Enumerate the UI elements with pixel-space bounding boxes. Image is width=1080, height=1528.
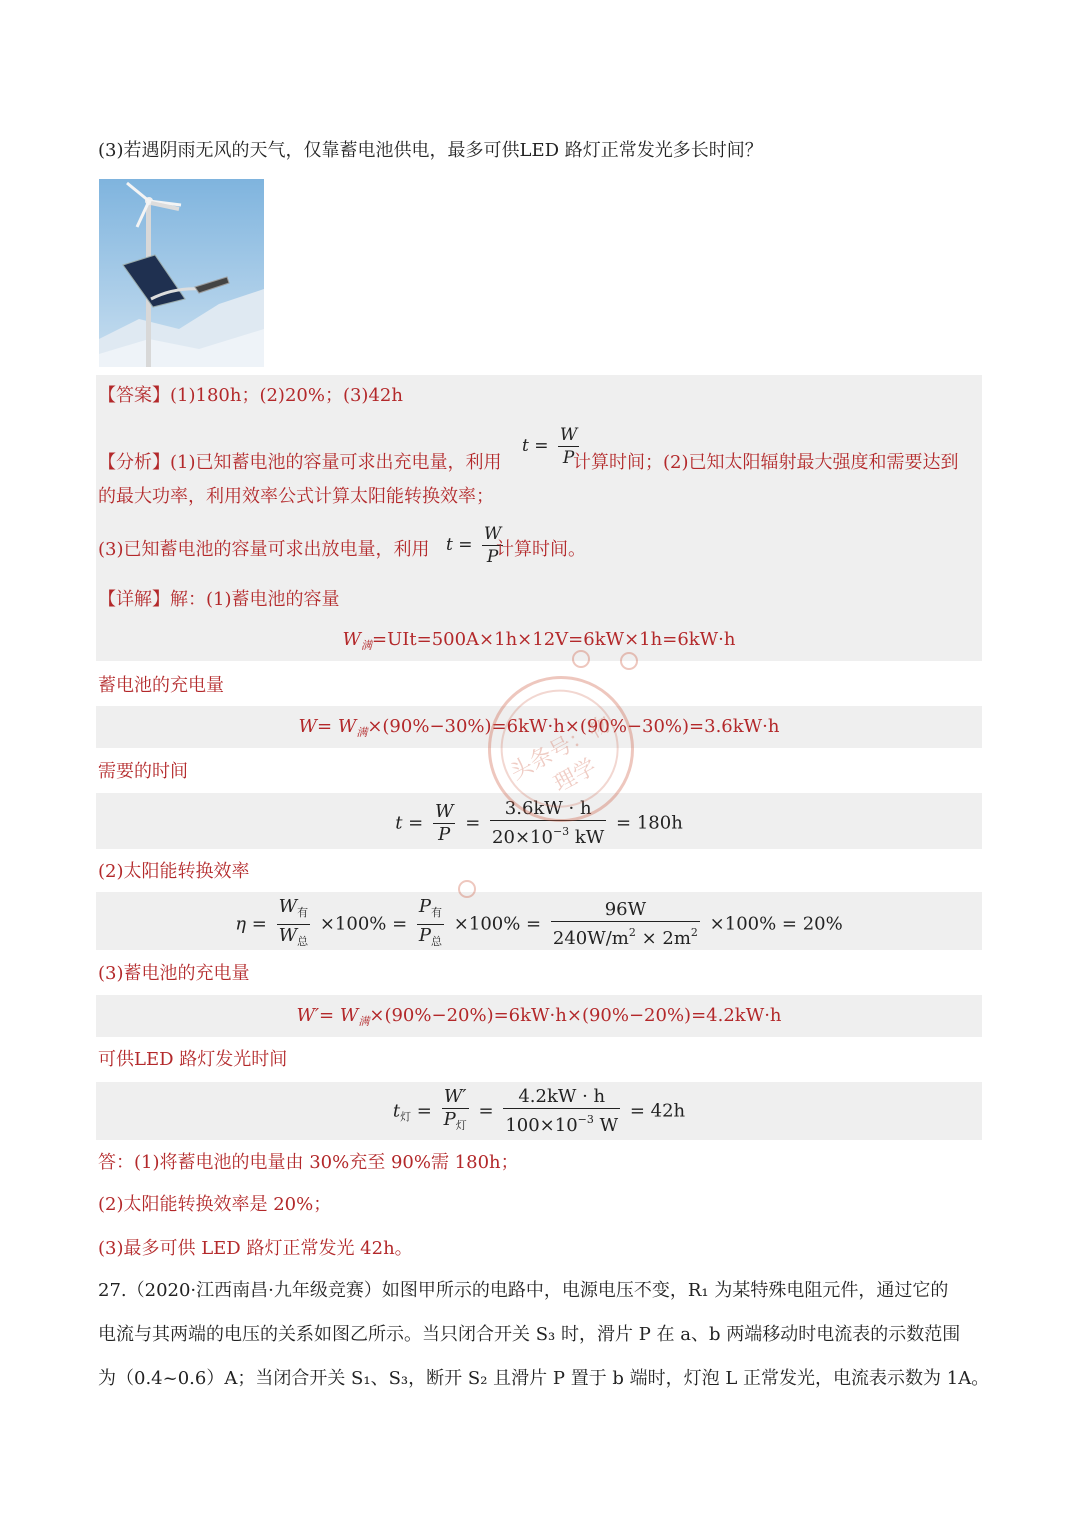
analysis-part3a: (3)已知蓄电池的容量可求出放电量，利用 — [98, 539, 430, 560]
analysis-formula-1: t = $\frac{W}{P}$ — [522, 425, 578, 468]
q27-line-2: 电流与其两端的电压的关系如图乙所示。当只闭合开关 S₃ 时，滑片 P 在 a、b 两端移动时电流表的示数范围 — [98, 1324, 961, 1345]
conclusion-line-3: (3)最多可供 LED 路灯正常发光 42h。 — [98, 1238, 413, 1259]
analysis-part3b: 计算时间。 — [496, 539, 586, 560]
detail-line — [98, 587, 340, 613]
equation-charge: $W= W_满\times(90\%-30\%)=6kW\cdot h\times(90\%-30\%)=3.6kW\cdot h$ — [298, 716, 780, 739]
watermark-text: 头条号：物理学 — [506, 711, 616, 798]
equation-capacity: $W_满=UIt=500A\times 1h\times 12V=6kW\times 1h=6kW\cdot h$ — [342, 629, 736, 652]
equation-led-time: $t_灯$ = $\frac{W'}{P_灯}$ = $\frac{4.2kW \cdot h}{100\times 10^{-3} W}$ = 42h — [392, 1086, 686, 1136]
answer-line — [98, 383, 403, 409]
answer-text: (1)180h；(2)20%；(3)42h — [170, 385, 403, 406]
analysis-line-2: 的最大功率，利用效率公式计算太阳能转换效率； — [98, 486, 494, 507]
solution-panel-top — [96, 375, 982, 661]
label-charge: 蓄电池的充电量 — [98, 675, 224, 696]
analysis-line-1 — [98, 450, 502, 476]
equation-charge-3: $W'= W_满\times(90\%-20\%)=6kW\cdot h\times(90\%-20\%)=4.2kW\cdot h$ — [296, 1005, 782, 1028]
label-efficiency: (2)太阳能转换效率 — [98, 861, 250, 882]
watermark-ring-3 — [458, 880, 476, 898]
answer-tag: 【答案】 — [98, 385, 170, 406]
analysis-formula-2: t = $\frac{W}{P}$ — [446, 524, 502, 567]
label-time: 需要的时间 — [98, 761, 188, 782]
label-led-time: 可供LED 路灯发光时间 — [98, 1049, 288, 1070]
equation-efficiency: η = $\frac{W_有}{W_总}$ ×100% = $\frac{P_有}{P_总}$ ×100% = $\frac{96W}{240W/m^2 \times 2m^2}$ ×100% = 20% — [235, 896, 843, 949]
conclusion-line-1: 答：(1)将蓄电池的电量由 30%充至 90%需 180h； — [98, 1152, 519, 1173]
label-charge-3: (3)蓄电池的充电量 — [98, 963, 250, 984]
detail-text: 解：(1)蓄电池的容量 — [170, 589, 340, 610]
watermark-ring-2 — [620, 652, 638, 670]
analysis-part1b: 计算时间；(2)已知太阳辐射最大强度和需要达到 — [573, 452, 959, 473]
q27-line-3: 为（0.4~0.6）A；当闭合开关 S₁、S₃，断开 S₂ 且滑片 P 置于 b 端时，灯泡 L 正常发光，电流表示数为 1A。 — [98, 1368, 990, 1389]
analysis-part1a: (1)已知蓄电池的容量可求出充电量，利用 — [170, 452, 502, 473]
q27-line-1: 27.（2020·江西南昌·九年级竞赛）如图甲所示的电路中，电源电压不变，R₁ 为某特殊电阻元件，通过它的 — [98, 1280, 949, 1301]
detail-tag: 【详解】 — [98, 589, 170, 610]
watermark-ring-1 — [572, 650, 590, 668]
question-3-text: (3)若遇阴雨无风的天气，仅靠蓄电池供电，最多可供LED 路灯正常发光多长时间？ — [98, 140, 763, 161]
conclusion-line-2: (2)太阳能转换效率是 20%； — [98, 1194, 332, 1215]
street-lamp-photo — [99, 179, 264, 367]
equation-time: t = $\frac{W}{P}$ = $\frac{3.6kW \cdot h}{20\times 10^{-3} kW}$ = 180h — [395, 798, 683, 848]
analysis-tag: 【分析】 — [98, 452, 170, 473]
